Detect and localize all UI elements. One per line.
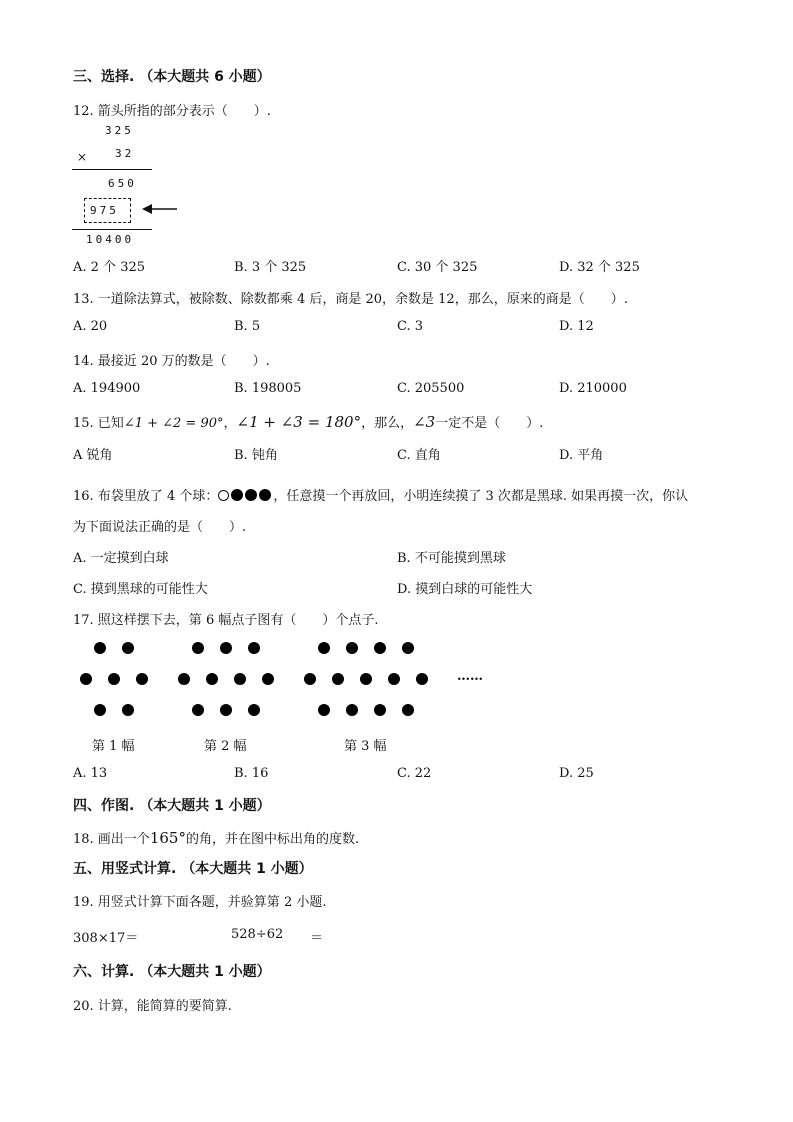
q18-suffix: 的角，并在图中标出角的度数. bbox=[185, 832, 360, 847]
q16-option-c[interactable]: C. 摸到黑球的可能性大 bbox=[73, 582, 208, 597]
q17-option-d[interactable]: D. 25 bbox=[559, 766, 594, 781]
dot bbox=[234, 673, 246, 685]
dot bbox=[248, 704, 260, 716]
dot bbox=[122, 642, 134, 654]
q14-option-b[interactable]: B. 198005 bbox=[234, 381, 302, 396]
question-16-line-2: 为下面说法正确的是（ ）. bbox=[73, 520, 247, 535]
section-heading-6: 六、计算. （本大题共 1 小题） bbox=[73, 964, 271, 980]
times-sign: × bbox=[77, 150, 88, 164]
dot bbox=[374, 642, 386, 654]
multiplicand: 325 bbox=[105, 124, 134, 137]
section-heading-4: 四、作图. （本大题共 1 小题） bbox=[73, 798, 271, 814]
dot bbox=[304, 673, 316, 685]
dot bbox=[94, 642, 106, 654]
dot bbox=[388, 673, 400, 685]
dot bbox=[332, 673, 344, 685]
q14-option-c[interactable]: C. 205500 bbox=[397, 381, 465, 396]
dot bbox=[402, 704, 414, 716]
q19-expression-2: 528÷62 bbox=[231, 927, 284, 942]
partial-product-2: 975 bbox=[90, 204, 119, 217]
rule-line-2 bbox=[72, 229, 152, 230]
q12-option-c[interactable]: C. 30 个 325 bbox=[397, 260, 478, 275]
q15-separator: ， bbox=[223, 416, 237, 431]
question-15-text bbox=[73, 412, 543, 431]
q15-equation-2: ∠1 + ∠3 = 180° bbox=[236, 413, 362, 431]
q15-prefix: 15. 已知 bbox=[73, 416, 124, 431]
q18-angle: 165° bbox=[149, 829, 186, 847]
q17-option-b[interactable]: B. 16 bbox=[234, 766, 269, 781]
dot bbox=[206, 673, 218, 685]
rule-line-1 bbox=[72, 169, 152, 170]
q17-option-c[interactable]: C. 22 bbox=[397, 766, 432, 781]
dot bbox=[192, 704, 204, 716]
dot bbox=[220, 642, 232, 654]
q16-option-d[interactable]: D. 摸到白球的可能性大 bbox=[397, 582, 533, 597]
dot bbox=[346, 704, 358, 716]
dot bbox=[108, 673, 120, 685]
dot bbox=[374, 704, 386, 716]
q19-expression-1: 308×17＝ bbox=[73, 931, 139, 946]
q15-equation-1: ∠1 + ∠2 = 90° bbox=[123, 416, 224, 431]
q13-option-d[interactable]: D. 12 bbox=[559, 319, 594, 334]
q19-equals: ＝ bbox=[310, 931, 324, 946]
q15-option-b[interactable]: B. 钝角 bbox=[234, 448, 278, 463]
dot bbox=[346, 642, 358, 654]
q12-option-b[interactable]: B. 3 个 325 bbox=[234, 260, 307, 275]
dot bbox=[220, 704, 232, 716]
dot bbox=[122, 704, 134, 716]
figure-2-label: 第 2 幅 bbox=[204, 739, 247, 754]
dot bbox=[318, 704, 330, 716]
dot bbox=[416, 673, 428, 685]
q16-option-a[interactable]: A. 一定摸到白球 bbox=[73, 551, 169, 566]
dot bbox=[178, 673, 190, 685]
q15-middle: ，那么， bbox=[361, 416, 414, 431]
q16-prefix: 16. 布袋里放了 4 个球： bbox=[73, 489, 219, 504]
dot bbox=[80, 673, 92, 685]
q16-option-b[interactable]: B. 不可能摸到黑球 bbox=[397, 551, 506, 566]
dot bbox=[136, 673, 148, 685]
dot bbox=[262, 673, 274, 685]
question-12-text: 12. 箭头所指的部分表示（ ）. bbox=[73, 104, 271, 119]
figure-3-label: 第 3 幅 bbox=[344, 739, 387, 754]
black-ball-icon bbox=[231, 489, 243, 501]
partial-product-1: 650 bbox=[108, 177, 137, 190]
q13-option-c[interactable]: C. 3 bbox=[397, 319, 424, 334]
white-ball-icon bbox=[218, 490, 229, 501]
question-14-text: 14. 最接近 20 万的数是（ ）. bbox=[73, 354, 270, 369]
question-17-text: 17. 照这样摆下去，第 6 幅点子图有（ ）个点子. bbox=[73, 613, 379, 628]
product-result: 10400 bbox=[86, 233, 135, 246]
dot bbox=[318, 642, 330, 654]
q15-option-d[interactable]: D. 平角 bbox=[559, 448, 604, 463]
dot bbox=[360, 673, 372, 685]
dot bbox=[248, 642, 260, 654]
section-heading-3: 三、选择. （本大题共 6 小题） bbox=[73, 69, 271, 85]
question-19-text: 19. 用竖式计算下面各题，并验算第 2 小题. bbox=[73, 895, 327, 910]
black-ball-icon bbox=[259, 489, 271, 501]
q15-option-a[interactable]: A 锐角 bbox=[73, 448, 113, 463]
q17-option-a[interactable]: A. 13 bbox=[73, 766, 108, 781]
q13-option-a[interactable]: A. 20 bbox=[73, 319, 108, 334]
multiplier: 32 bbox=[115, 147, 135, 160]
q12-option-a[interactable]: A. 2 个 325 bbox=[73, 260, 146, 275]
q14-option-d[interactable]: D. 210000 bbox=[559, 381, 627, 396]
q12-option-d[interactable]: D. 32 个 325 bbox=[559, 260, 640, 275]
q13-option-b[interactable]: B. 5 bbox=[234, 319, 261, 334]
question-16-line-1 bbox=[73, 485, 688, 504]
dot bbox=[192, 642, 204, 654]
figure-1-label: 第 1 幅 bbox=[92, 739, 135, 754]
q14-option-a[interactable]: A. 194900 bbox=[73, 381, 141, 396]
q15-suffix: 一定不是（ ）. bbox=[435, 416, 544, 431]
question-13-text: 13. 一道除法算式，被除数、除数都乘 4 后，商是 20，余数是 12，那么，原来的商是（ ）. bbox=[73, 292, 628, 307]
q15-angle: ∠3 bbox=[413, 413, 436, 431]
dot bbox=[94, 704, 106, 716]
section-heading-5: 五、用竖式计算. （本大题共 1 小题） bbox=[73, 861, 313, 877]
q18-prefix: 18. 画出一个 bbox=[73, 832, 150, 847]
black-ball-icon bbox=[245, 489, 257, 501]
continuation-ellipsis: …… bbox=[457, 669, 483, 684]
q16-suffix: ，任意摸一个再放回，小明连续摸了 3 次都是黑球. 如果再摸一次，你认 bbox=[273, 489, 689, 504]
question-18-text bbox=[73, 828, 359, 847]
question-20-text: 20. 计算，能简算的要简算. bbox=[73, 999, 232, 1014]
arrow-left-icon bbox=[142, 202, 178, 216]
q15-option-c[interactable]: C. 直角 bbox=[397, 448, 441, 463]
dot bbox=[402, 642, 414, 654]
